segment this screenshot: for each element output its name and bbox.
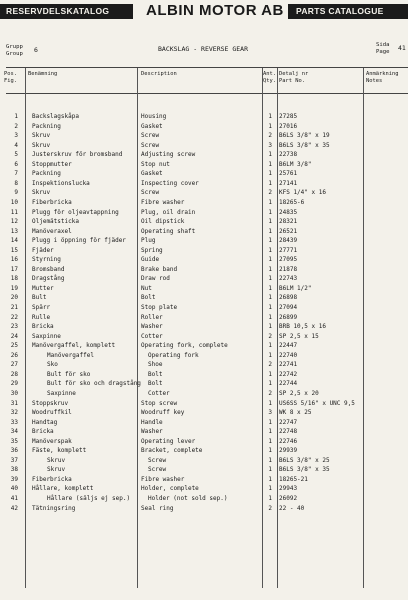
part-name-swedish: Styrning: [32, 256, 61, 264]
part-number: 22743: [279, 275, 298, 283]
quantity: 3: [268, 141, 272, 149]
quantity: 1: [268, 294, 272, 302]
table-row: [0, 351, 408, 361]
part-number: 29943: [279, 485, 298, 493]
position-number: 27: [10, 361, 18, 369]
position-number: 16: [10, 256, 18, 264]
quantity: 1: [268, 304, 272, 311]
col-header-part: Detalj nr Part No.: [279, 71, 309, 84]
part-name-swedish: Packning: [32, 170, 61, 178]
table-row: [0, 169, 408, 179]
quantity: 1: [268, 447, 272, 455]
position-number: 15: [10, 246, 18, 254]
table-row: [0, 399, 408, 409]
part-number: 22747: [279, 418, 298, 426]
quantity: 1: [268, 495, 272, 502]
part-name-swedish: Rulle: [32, 313, 51, 321]
part-name-swedish: Fiberbricka: [32, 198, 72, 206]
part-description: Seal ring: [141, 504, 174, 512]
part-description: Plug: [141, 237, 156, 245]
part-name-swedish: Manövergaffel, komplett: [32, 342, 116, 350]
part-description: Operating fork: [148, 351, 199, 359]
part-number: B6LS 3/8" x 35: [279, 141, 330, 149]
table-row: [0, 293, 408, 303]
part-number: 27285: [279, 113, 298, 120]
table-row: [0, 131, 408, 141]
position-number: 5: [14, 151, 18, 159]
quantity: 1: [268, 151, 272, 159]
position-number: 32: [10, 409, 18, 417]
part-name-swedish: Manöveraxel: [32, 227, 72, 235]
part-name-swedish: Skruv: [32, 141, 51, 149]
position-number: 37: [10, 456, 18, 464]
part-number: 22 - 40: [279, 504, 305, 512]
quantity: 1: [268, 418, 272, 426]
table-row: [0, 341, 408, 351]
position-number: 26: [10, 351, 18, 359]
part-name-swedish: Bricka: [32, 323, 54, 331]
table-row: [0, 370, 408, 380]
part-number: 26092: [279, 495, 298, 502]
part-description: Screw: [141, 189, 160, 197]
table-row: [0, 360, 408, 370]
part-number: 27771: [279, 246, 298, 254]
part-name-swedish: Woodruffkil: [32, 409, 72, 417]
part-description: Cotter: [148, 389, 170, 397]
col-header-description: Description: [141, 71, 177, 77]
quantity: 2: [268, 389, 272, 397]
quantity: 1: [268, 437, 272, 445]
part-number: 22746: [279, 437, 298, 445]
part-name-swedish: Justerskruv för bromsband: [32, 151, 123, 159]
part-description: Oil dipstick: [141, 218, 185, 226]
part-description: Fibre washer: [141, 198, 185, 206]
position-number: 17: [10, 265, 18, 273]
position-number: 41: [10, 495, 18, 502]
table-row: [0, 274, 408, 284]
section-title: BACKSLAG - REVERSE GEAR: [158, 45, 249, 53]
position-number: 1: [14, 113, 18, 120]
quantity: 1: [268, 370, 272, 378]
position-number: 36: [10, 447, 18, 455]
position-number: 42: [10, 504, 18, 512]
part-number: 22740: [279, 351, 298, 359]
part-number: B6LS 3/8" x 35: [279, 466, 330, 474]
part-number: 18265-6: [279, 198, 305, 206]
table-row: [0, 408, 408, 418]
quantity: 1: [268, 179, 272, 187]
quantity: 1: [268, 256, 272, 264]
quantity: 2: [268, 332, 272, 340]
part-number: B6LS 3/8" x 19: [279, 132, 330, 140]
table-header-rule: [6, 93, 408, 94]
quantity: 1: [268, 237, 272, 245]
table-row: [0, 504, 408, 514]
quantity: 1: [268, 323, 272, 331]
part-description: Operating lever: [141, 437, 196, 445]
table-row: [0, 465, 408, 475]
position-number: 35: [10, 437, 18, 445]
part-number: 26899: [279, 313, 298, 321]
position-number: 38: [10, 466, 18, 474]
table-row: [0, 188, 408, 198]
quantity: 1: [268, 246, 272, 254]
table-row: [0, 332, 408, 342]
part-number: B6LM 3/8": [279, 160, 312, 168]
quantity: 1: [268, 428, 272, 436]
part-description: Handle: [141, 418, 163, 426]
position-number: 22: [10, 313, 18, 321]
quantity: 1: [268, 275, 272, 283]
part-number: BRB 10,5 x 16: [279, 323, 326, 331]
position-number: 18: [10, 275, 18, 283]
col-header-pos: Pos. Fig.: [4, 71, 17, 84]
part-number: B6LM 1/2": [279, 284, 312, 292]
position-number: 13: [10, 227, 18, 235]
part-number: SP 2,5 x 15: [279, 332, 319, 340]
position-number: 4: [14, 141, 18, 149]
position-number: 12: [10, 218, 18, 226]
table-row: [0, 313, 408, 323]
part-description: Washer: [141, 428, 163, 436]
part-number: 22738: [279, 151, 298, 159]
part-number: 22742: [279, 370, 298, 378]
quantity: 2: [268, 132, 272, 140]
table-row: [0, 122, 408, 132]
part-number: 29939: [279, 447, 298, 455]
part-number: 27016: [279, 122, 298, 130]
part-description: Stop plate: [141, 304, 178, 311]
brand-title: ALBIN MOTOR AB: [146, 2, 284, 19]
part-description: Guide: [141, 256, 160, 264]
table-row: [0, 198, 408, 208]
part-description: Stop nut: [141, 160, 170, 168]
table-row: [0, 303, 408, 313]
part-number: 22741: [279, 361, 298, 369]
position-number: 34: [10, 428, 18, 436]
part-description: Gasket: [141, 170, 163, 178]
table-row: [0, 284, 408, 294]
table-row: [0, 255, 408, 265]
table-row: [0, 494, 408, 504]
part-description: Screw: [148, 456, 167, 464]
part-description: Inspecting cover: [141, 179, 199, 187]
table-row: [0, 418, 408, 428]
part-name-swedish: Stoppskruv: [32, 399, 69, 407]
position-number: 31: [10, 399, 18, 407]
part-name-swedish: Skruv: [47, 466, 66, 474]
part-number: 25761: [279, 170, 298, 178]
part-number: 28321: [279, 218, 298, 226]
quantity: 1: [268, 265, 272, 273]
part-name-swedish: Fjäder: [32, 246, 54, 254]
part-description: Screw: [141, 132, 160, 140]
position-number: 11: [10, 208, 18, 216]
part-name-swedish: Saxpinne: [47, 389, 76, 397]
part-name-swedish: Mutter: [32, 284, 54, 292]
table-row: [0, 437, 408, 447]
table-row: [0, 236, 408, 246]
part-description: Brake band: [141, 265, 178, 273]
part-description: Plug, oil drain: [141, 208, 196, 216]
table-row: [0, 446, 408, 456]
part-description: Screw: [148, 466, 167, 474]
part-name-swedish: Skruv: [47, 456, 66, 464]
part-name-swedish: Fäste, komplett: [32, 447, 87, 455]
quantity: 1: [268, 227, 272, 235]
table-row: [0, 456, 408, 466]
table-row: [0, 141, 408, 151]
table-row: [0, 484, 408, 494]
table-row: [0, 389, 408, 399]
position-number: 20: [10, 294, 18, 302]
part-name-swedish: Packning: [32, 122, 61, 130]
col-header-qty: Ant. Qty.: [263, 71, 276, 84]
part-description: Holder (not sold sep.): [148, 495, 228, 502]
quantity: 1: [268, 313, 272, 321]
part-description: Operating fork, complete: [141, 342, 228, 350]
table-row: [0, 217, 408, 227]
part-name-swedish: Inspektionslucka: [32, 179, 90, 187]
part-number: 22744: [279, 380, 298, 388]
part-description: Bolt: [148, 380, 163, 388]
table-row: [0, 427, 408, 437]
part-name-swedish: Tätningsring: [32, 504, 76, 512]
part-name-swedish: Skruv: [32, 132, 51, 140]
position-number: 6: [14, 160, 18, 168]
part-number: 28439: [279, 237, 298, 245]
position-number: 39: [10, 475, 18, 483]
quantity: 1: [268, 351, 272, 359]
part-number: 21878: [279, 265, 298, 273]
part-name-swedish: Fiberbricka: [32, 475, 72, 483]
part-name-swedish: Manöverspak: [32, 437, 72, 445]
quantity: 1: [268, 113, 272, 120]
position-number: 25: [10, 342, 18, 350]
part-name-swedish: Plugg för oljeavtappning: [32, 208, 119, 216]
part-name-swedish: Dragstång: [32, 275, 65, 283]
part-description: Stop screw: [141, 399, 178, 407]
part-name-swedish: Backslagskåpa: [32, 113, 79, 120]
part-number: 24835: [279, 208, 298, 216]
part-name-swedish: Bult för sko: [47, 370, 91, 378]
part-name-swedish: Spärr: [32, 304, 51, 311]
part-name-swedish: Saxpinne: [32, 332, 61, 340]
part-name-swedish: Bult: [32, 294, 47, 302]
part-name-swedish: Bromsband: [32, 265, 65, 273]
part-description: Housing: [141, 113, 167, 120]
part-description: Gasket: [141, 122, 163, 130]
part-name-swedish: Oljemätsticka: [32, 218, 79, 226]
col-header-notes: Anmärkning Notes: [366, 71, 399, 84]
position-number: 2: [14, 122, 18, 130]
part-name-swedish: Manövergaffel: [47, 351, 94, 359]
part-description: Bolt: [148, 370, 163, 378]
part-number: 27141: [279, 179, 298, 187]
part-number: KFS 1/4" x 16: [279, 189, 326, 197]
position-number: 9: [14, 189, 18, 197]
part-number: 26898: [279, 294, 298, 302]
part-number: 27095: [279, 256, 298, 264]
part-name-swedish: Bricka: [32, 428, 54, 436]
part-name-swedish: Bult för sko och dragstång: [47, 380, 141, 388]
part-name-swedish: Hållare, komplett: [32, 485, 94, 493]
position-number: 28: [10, 370, 18, 378]
position-number: 40: [10, 485, 18, 493]
catalog-label-swedish: RESERVDELSKATALOG: [0, 4, 133, 19]
table-row: [0, 160, 408, 170]
quantity: 1: [268, 284, 272, 292]
position-number: 23: [10, 323, 18, 331]
table-row: [0, 265, 408, 275]
page-number: 41: [398, 44, 406, 52]
part-number: 22447: [279, 342, 298, 350]
part-name-swedish: Plugg i öppning för fjäder: [32, 237, 126, 245]
position-number: 29: [10, 380, 18, 388]
quantity: 1: [268, 218, 272, 226]
col-header-name: Benämning: [28, 71, 58, 77]
part-name-swedish: Sko: [47, 361, 58, 369]
position-number: 14: [10, 237, 18, 245]
quantity: 1: [268, 456, 272, 464]
part-description: Holder, complete: [141, 485, 199, 493]
quantity: 1: [268, 399, 272, 407]
quantity: 3: [268, 409, 272, 417]
quantity: 1: [268, 342, 272, 350]
page-label: Sida Page: [376, 42, 390, 55]
quantity: 1: [268, 485, 272, 493]
position-number: 3: [14, 132, 18, 140]
position-number: 21: [10, 304, 18, 311]
catalog-label-english: PARTS CATALOGUE: [288, 4, 408, 19]
part-description: Bolt: [141, 294, 156, 302]
position-number: 7: [14, 170, 18, 178]
part-description: Shoe: [148, 361, 163, 369]
quantity: 1: [268, 198, 272, 206]
part-description: Adjusting screw: [141, 151, 196, 159]
position-number: 19: [10, 284, 18, 292]
part-description: Screw: [141, 141, 160, 149]
quantity: 1: [268, 208, 272, 216]
part-description: Draw rod: [141, 275, 170, 283]
table-row: [0, 322, 408, 332]
quantity: 1: [268, 475, 272, 483]
table-row: [0, 208, 408, 218]
table-row: [0, 246, 408, 256]
part-name-swedish: Stoppmutter: [32, 160, 72, 168]
quantity: 2: [268, 189, 272, 197]
group-value: 6: [34, 46, 38, 54]
part-number: B6LS 3/8" x 25: [279, 456, 330, 464]
table-row: [0, 227, 408, 237]
position-number: 8: [14, 179, 18, 187]
part-description: Washer: [141, 323, 163, 331]
part-number: WK 8 x 25: [279, 409, 312, 417]
position-number: 33: [10, 418, 18, 426]
part-description: Fibre washer: [141, 475, 185, 483]
quantity: 2: [268, 504, 272, 512]
position-number: 10: [10, 198, 18, 206]
group-label: Grupp Group: [6, 44, 23, 57]
part-description: Operating shaft: [141, 227, 196, 235]
part-number: 27094: [279, 304, 298, 311]
part-number: US6SS 5/16" x UNC 9,5: [279, 399, 355, 407]
quantity: 1: [268, 122, 272, 130]
position-number: 24: [10, 332, 18, 340]
quantity: 1: [268, 466, 272, 474]
table-row: [0, 179, 408, 189]
part-number: SP 2,5 x 20: [279, 389, 319, 397]
part-description: Spring: [141, 246, 163, 254]
part-description: Woodruff key: [141, 409, 185, 417]
part-number: 22748: [279, 428, 298, 436]
table-row: [0, 112, 408, 122]
position-number: 30: [10, 389, 18, 397]
quantity: 1: [268, 170, 272, 178]
table-row: [0, 475, 408, 485]
part-description: Bracket, complete: [141, 447, 203, 455]
part-number: 18265-21: [279, 475, 308, 483]
part-name-swedish: Handtag: [32, 418, 58, 426]
table-row: [0, 150, 408, 160]
part-name-swedish: Skruv: [32, 189, 51, 197]
part-description: Nut: [141, 284, 152, 292]
quantity: 1: [268, 160, 272, 168]
table-row: [0, 379, 408, 389]
part-description: Roller: [141, 313, 163, 321]
part-number: 26521: [279, 227, 298, 235]
quantity: 2: [268, 361, 272, 369]
part-description: Cotter: [141, 332, 163, 340]
table-top-rule: [6, 67, 408, 68]
part-name-swedish: Hållare (säljs ej sep.): [47, 495, 131, 502]
quantity: 1: [268, 380, 272, 388]
